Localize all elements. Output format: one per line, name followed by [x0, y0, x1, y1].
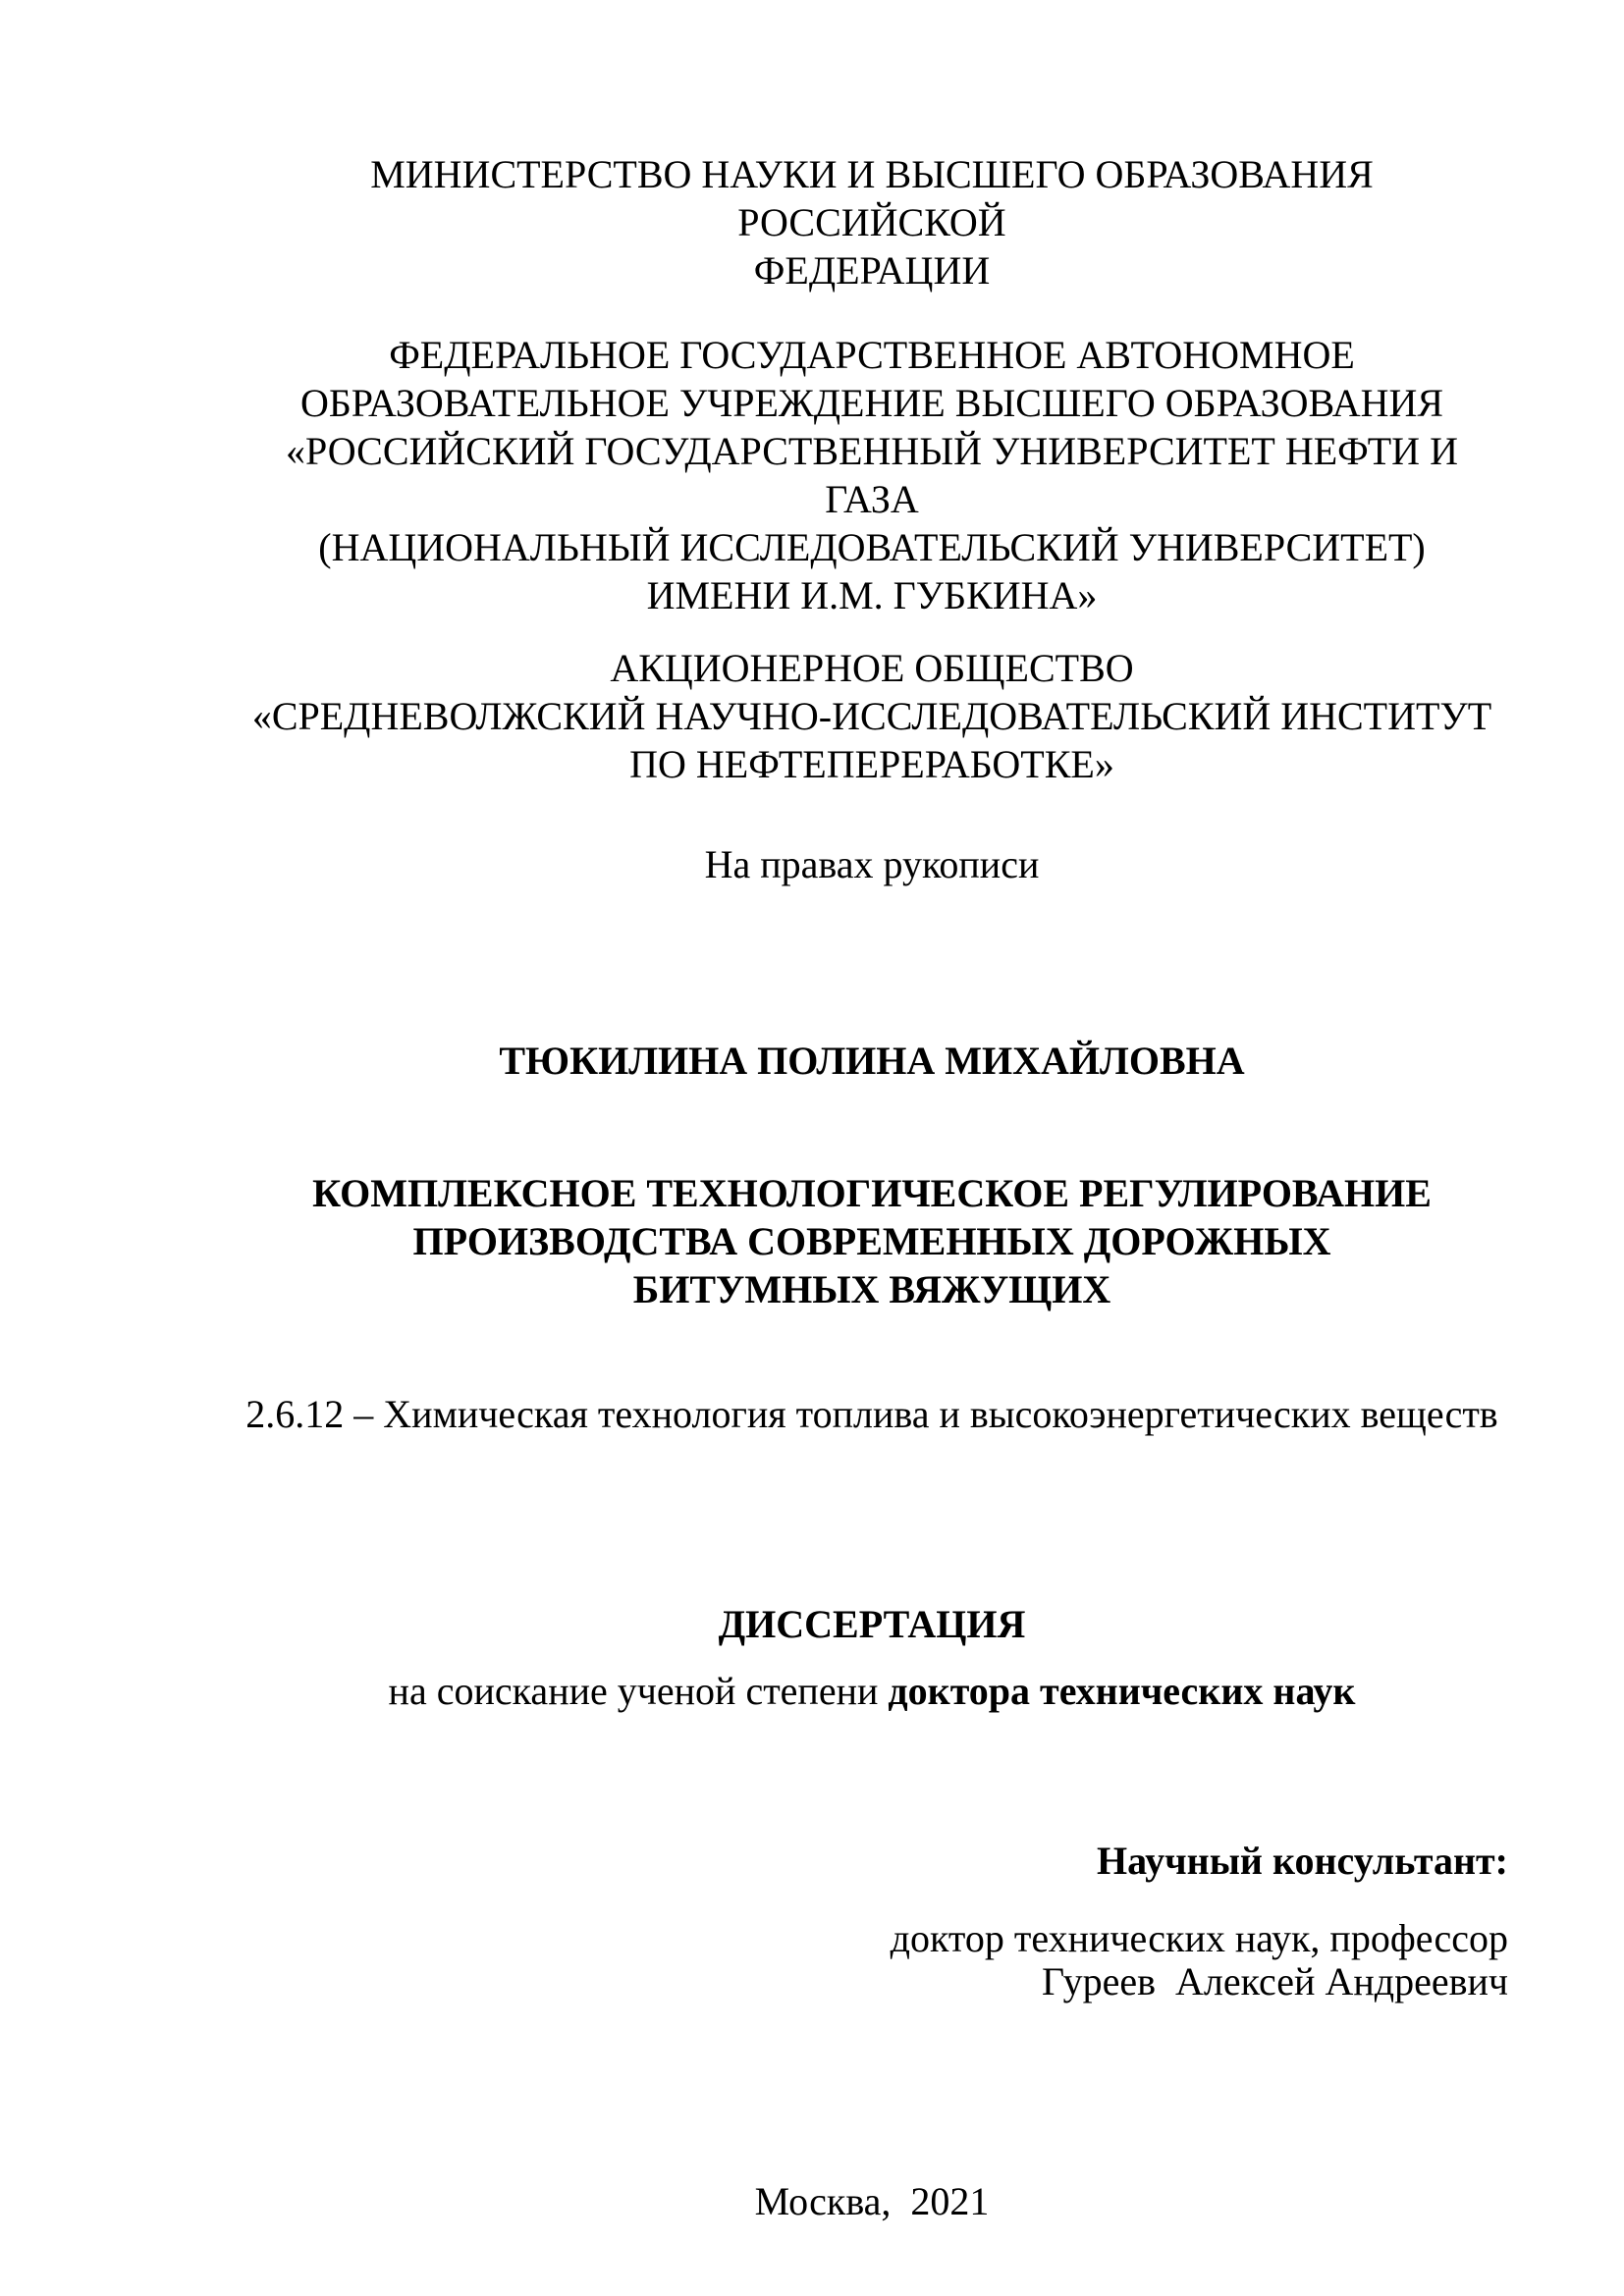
- ministry-block: [236, 150, 1508, 294]
- consultant-block: [236, 1917, 1508, 2003]
- institute-line: АКЦИОНЕРНОЕ ОБЩЕСТВО: [610, 646, 1134, 690]
- ministry-line: ФЕДЕРАЦИИ: [753, 248, 991, 293]
- ministry-line: МИНИСТЕРСТВО НАУКИ И ВЫСШЕГО ОБРАЗОВАНИЯ РОССИЙСКОЙ: [370, 152, 1383, 244]
- university-line: ОБРАЗОВАТЕЛЬНОЕ УЧРЕЖДЕНИЕ ВЫСШЕГО ОБРАЗОВАНИЯ: [299, 381, 1444, 425]
- university-line: ИМЕНИ И.М. ГУБКИНА»: [646, 573, 1098, 617]
- author-name: ТЮКИЛИНА ПОЛИНА МИХАЙЛОВНА: [499, 1039, 1245, 1083]
- institute-line: «СРЕДНЕВОЛЖСКИЙ НАУЧНО-ИССЛЕДОВАТЕЛЬСКИЙ ИНСТИТУТ: [251, 694, 1492, 738]
- document-type: ДИССЕРТАЦИЯ: [718, 1602, 1026, 1646]
- title-line: КОМПЛЕКСНОЕ ТЕХНОЛОГИЧЕСКОЕ РЕГУЛИРОВАНИЕ: [312, 1171, 1432, 1215]
- consultant-degree: доктор технических наук, профессор: [890, 1916, 1508, 1960]
- university-line: «РОССИЙСКИЙ ГОСУДАРСТВЕННЫЙ УНИВЕРСИТЕТ НЕФТИ И ГАЗА: [286, 429, 1468, 521]
- university-block: [236, 331, 1508, 619]
- degree-line: [236, 1667, 1508, 1715]
- institute-line: ПО НЕФТЕПЕРЕРАБОТКЕ»: [629, 742, 1114, 786]
- city-year: Москва, 2021: [754, 2179, 990, 2223]
- dissertation-title: [236, 1169, 1508, 1313]
- institute-block: [236, 644, 1508, 788]
- university-line: (НАЦИОНАЛЬНЫЙ ИССЛЕДОВАТЕЛЬСКИЙ УНИВЕРСИТЕТ): [318, 525, 1426, 569]
- title-line: БИТУМНЫХ ВЯЖУЩИХ: [632, 1267, 1111, 1311]
- university-line: ФЕДЕРАЛЬНОЕ ГОСУДАРСТВЕННОЕ АВТОНОМНОЕ: [389, 333, 1355, 377]
- title-line: ПРОИЗВОДСТВА СОВРЕМЕННЫХ ДОРОЖНЫХ: [412, 1219, 1331, 1263]
- manuscript-note: На правах рукописи: [704, 842, 1040, 886]
- degree-prefix: на соискание ученой степени: [388, 1669, 889, 1713]
- consultant-name: Гуреев Алексей Андреевич: [1042, 1959, 1508, 2003]
- specialty-code: 2.6.12 – Химическая технология топлива и высокоэнергетических веществ: [245, 1392, 1498, 1436]
- degree-sought: доктора технических наук: [888, 1669, 1356, 1713]
- consultant-label: Научный консультант:: [1097, 1839, 1508, 1883]
